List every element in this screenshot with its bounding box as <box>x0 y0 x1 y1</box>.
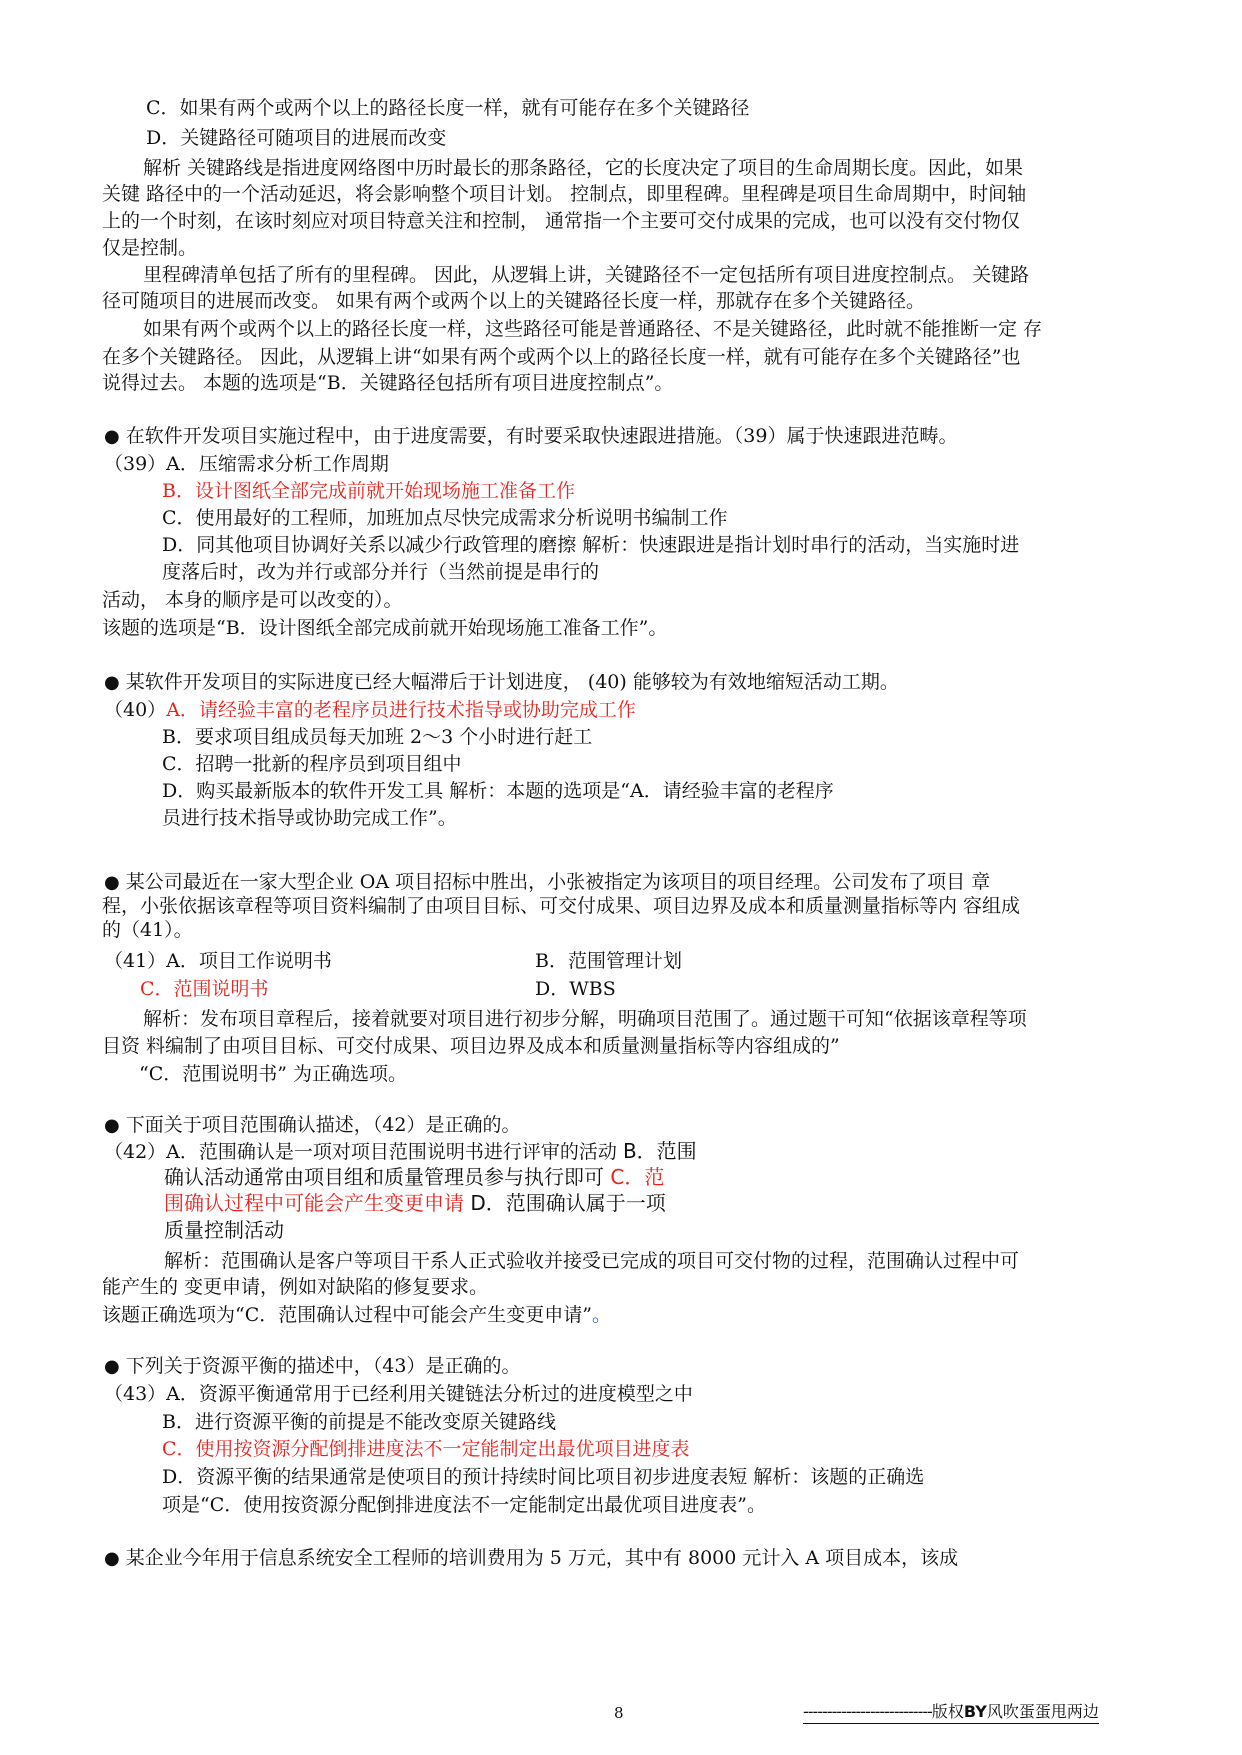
question-41-stem <box>104 870 990 895</box>
answer-text: 该题正确选项为“C．范围确认过程中可能会产生变更申请” <box>102 1304 592 1326</box>
option-b: B．范围管理计划 <box>535 950 682 972</box>
copyright-footer <box>803 1701 1099 1724</box>
option-a-row <box>104 1139 697 1164</box>
question-text: 下列关于资源平衡的描述中，（43）是正确的。 <box>125 1355 521 1377</box>
explanation-line: 上的一个时刻，在该时刻应对项目特意关注和控制， 通常指一个主要可交付成果的完成，也可以没有交付物仅 <box>102 210 1021 232</box>
explanation-line: 目资 料编制了由项目目标、可交付成果、项目边界及成本和质量测量指标等内容组成的” <box>102 1035 840 1057</box>
answer-line: 项是“C．使用按资源分配倒排进度法不一定能制定出最优项目进度表”。 <box>162 1494 766 1516</box>
explanation-line: 里程碑清单包括了所有的里程碑。 因此，从逻辑上讲，关键路径不一定包括所有项目进度控制点。 关键路 <box>143 264 1030 286</box>
question-text: 某软件开发项目的实际进度已经大幅滞后于计划进度， (40) 能够较为有效地缩短活动工期。 <box>125 671 899 693</box>
explanation-line: 能产生的 变更申请，例如对缺陷的修复要求。 <box>102 1276 489 1298</box>
bullet-icon: ● <box>104 872 120 893</box>
option-d: D．关键路径可随项目的进展而改变 <box>146 127 447 149</box>
explanation-line: 解析：发布项目章程后，接着就要对项目进行初步分解，明确项目范围了。通过题干可知“依据该章程等项 <box>143 1008 1027 1030</box>
question-text: 某企业今年用于信息系统安全工程师的培训费用为 5 万元，其中有 8000 元计入 A 项目成本，该成 <box>125 1547 959 1569</box>
page-number: 8 <box>614 1704 624 1722</box>
option-row <box>164 1165 664 1190</box>
option-b-end: 确认活动通常由项目组和质量管理员参与执行即可 <box>164 1165 611 1189</box>
bullet-icon: ● <box>104 672 120 693</box>
option-d-start: D．范围确认属于一项 <box>464 1191 666 1215</box>
question-42-stem <box>104 1113 520 1138</box>
question-39-stem <box>104 424 957 449</box>
option-c-correct-end: 围确认过程中可能会产生变更申请 <box>164 1191 464 1215</box>
question-43-stem <box>104 1354 520 1379</box>
footer-author: 风吹蛋蛋甩两边 <box>986 1702 1099 1721</box>
option-a: （43）A．资源平衡通常用于已经利用关键链法分析过的进度模型之中 <box>104 1383 693 1405</box>
option-d: D．购买最新版本的软件开发工具 解析：本题的选项是“A．请经验丰富的老程序 <box>162 780 834 802</box>
explanation-line: 在多个关键路径。 因此，从逻辑上讲“如果有两个或两个以上的路径长度一样，就有可能存在多个关键路径”也 <box>102 346 1021 368</box>
answer-line: “C．范围说明书” 为正确选项。 <box>139 1063 408 1085</box>
option-d: D．WBS <box>535 978 616 1000</box>
question-text: 程，小张依据该章程等项目资料编制了由项目目标、可交付成果、项目边界及成本和质量测量指标等内 容组成 <box>102 895 1021 917</box>
footer-dashes: --------------------------- <box>803 1702 932 1721</box>
answer-period: 。 <box>591 1304 611 1326</box>
question-44-stem <box>104 1546 958 1571</box>
question-number: （40） <box>104 699 167 721</box>
bullet-icon: ● <box>104 426 120 447</box>
option-b: B．要求项目组成员每天加班 2～3 个小时进行赶工 <box>162 726 593 748</box>
explanation-line: 径可随项目的进展而改变。 如果有两个或两个以上的关键路径长度一样，那就存在多个关键路径。 <box>102 290 926 312</box>
option-b-start: B．范围 <box>622 1139 697 1163</box>
option-b: B．进行资源平衡的前提是不能改变原关键路线 <box>162 1411 556 1433</box>
question-text: 的（41）。 <box>102 919 193 941</box>
explanation-line: 关键 路径中的一个活动延迟，将会影响整个项目计划。 控制点，即里程碑。里程碑是项目生命周期中，时间轴 <box>102 183 1027 205</box>
option-a-correct: A．请经验丰富的老程序员进行技术指导或协助完成工作 <box>166 699 636 721</box>
option-c-correct: C．使用按资源分配倒排进度法不一定能制定出最优项目进度表 <box>162 1438 690 1460</box>
option-a: （42）A．范围确认是一项对项目范围说明书进行评审的活动 <box>104 1141 623 1163</box>
question-40-stem <box>104 670 899 695</box>
option-c: C．如果有两个或两个以上的路径长度一样，就有可能存在多个关键路径 <box>146 97 750 119</box>
option-c: C．招聘一批新的程序员到项目组中 <box>162 753 462 775</box>
explanation-line: 活动， 本身的顺序是可以改变的）。 <box>102 589 403 611</box>
option-a-row <box>104 698 636 722</box>
answer-line <box>102 1303 611 1327</box>
option-c: C．使用最好的工程师，加班加点尽快完成需求分析说明书编制工作 <box>162 507 728 529</box>
explanation-line: 解析：范围确认是客户等项目干系人正式验收并接受已完成的项目可交付物的过程，范围确认过程中可 <box>164 1250 1020 1272</box>
answer-line: 该题的选项是“B．设计图纸全部完成前就开始现场施工准备工作”。 <box>102 617 668 639</box>
bullet-icon: ● <box>104 1548 120 1569</box>
option-b-correct: B．设计图纸全部完成前就开始现场施工准备工作 <box>162 480 575 502</box>
question-text: 在软件开发项目实施过程中，由于进度需要，有时要采取快速跟进措施。（39）属于快速跟进范畴。 <box>125 425 958 447</box>
explanation-line: 仅是控制。 <box>102 237 198 259</box>
question-text: 某公司最近在一家大型企业 OA 项目招标中胜出，小张被指定为该项目的项目经理。公司发布了项目 章 <box>125 871 991 893</box>
option-a: （41）A．项目工作说明书 <box>104 950 332 972</box>
footer-copyright-label: 版权 <box>931 1702 964 1721</box>
question-text: 下面关于项目范围确认描述，（42）是正确的。 <box>125 1114 521 1136</box>
bullet-icon: ● <box>104 1115 120 1136</box>
explanation-line: 解析 关键路线是指进度网络图中历时最长的那条路径，它的长度决定了项目的生命周期长度。因此，如果 <box>143 157 1024 179</box>
explanation-line: 员进行技术指导或协助完成工作”。 <box>162 807 457 829</box>
explanation-line: 如果有两个或两个以上的路径长度一样，这些路径可能是普通路径、不是关键路径，此时就不能推断一定 存 <box>143 318 1043 340</box>
option-c-correct-start: C．范 <box>610 1165 665 1189</box>
option-d: D．资源平衡的结果通常是使项目的预计持续时间比项目初步进度表短 解析：该题的正确选 <box>162 1466 925 1488</box>
bullet-icon: ● <box>104 1356 120 1377</box>
option-d-end: 质量控制活动 <box>164 1218 284 1242</box>
option-a: （39）A．压缩需求分析工作周期 <box>104 453 389 475</box>
footer-by: BY <box>963 1702 987 1721</box>
explanation-line: 度落后时，改为并行或部分并行（当然前提是串行的 <box>162 561 600 583</box>
option-row <box>164 1191 666 1216</box>
option-c-correct: C．范围说明书 <box>140 978 269 1000</box>
option-d: D．同其他项目协调好关系以减少行政管理的磨擦 解析：快速跟进是指计划时串行的活动，当实施时进 <box>162 534 1020 556</box>
explanation-line: 说得过去。 本题的选项是“B．关键路径包括所有项目进度控制点”。 <box>102 372 674 394</box>
